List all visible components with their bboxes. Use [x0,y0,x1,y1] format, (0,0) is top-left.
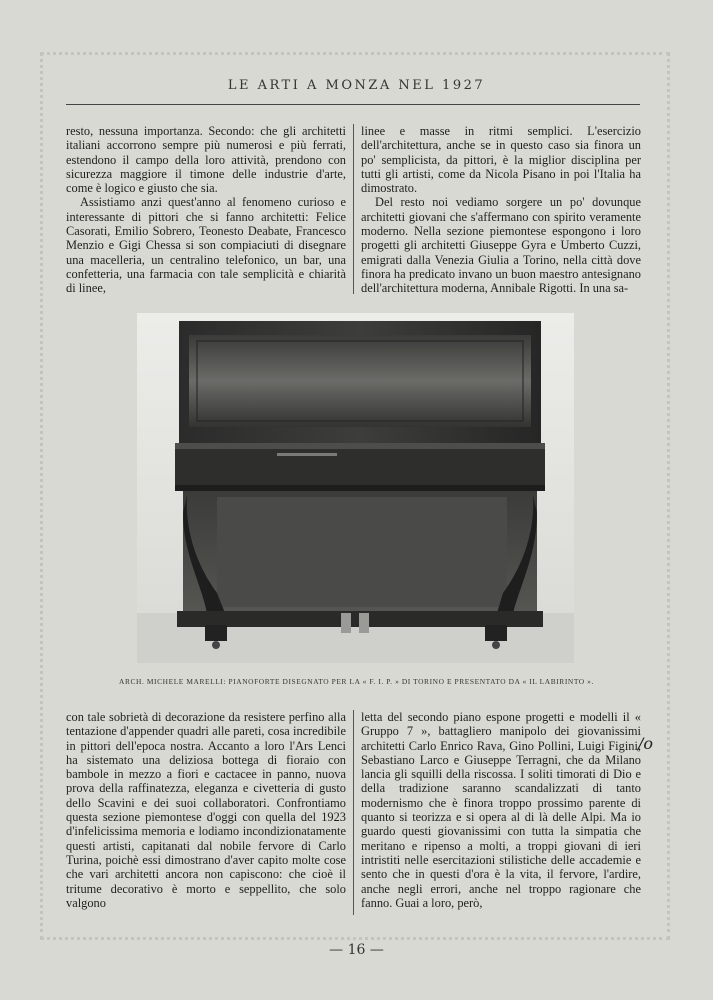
paragraph: letta del secondo piano espone progetti e modelli il « Gruppo 7 », battagliero manipolo dei giovanissimi architetti Carlo Enrico Rava, Gino Pollini, Luigi Figini, Sebastiano Larco e Giuseppe Terragni, che da Milano lancia gli squilli della riscossa. I soliti timorati di Dio e della tradizione saranno scandalizzati di tanto modernismo che è finora troppo prossimo parente di quanto si teorizza e si opera al di là delle Alpi. Ma io guardo questi giovanissimi con tutta la simpatia che meritano e ripenso a molti, a troppi giovani di ieri intristiti nelle esercitazioni stilistiche delle accademie e sento che in questi d'ora è la vita, il fervore, l'ardire, anche negli errori, anche nel troppo ragionare che fanno. Guai a loro, però, [361,710,641,910]
column-top-right [361,124,641,296]
piano-photo [137,313,574,663]
header-rule [66,104,640,105]
paragraph: linee e masse in ritmi semplici. L'esercizio dell'architettura, anche se in questo caso sia finora un po' semplicista, da pittori, è la miglior disciplina per tutti gli artisti, come da Nicola Pisano in poi l'Italia ha dimostrato. [361,124,641,196]
paragraph: resto, nessuna importanza. Secondo: che gli architetti italiani accorrono sempre più numerosi e più ferrati, estendono il campo della loro attività, prendono con sicurezza maggiore il timone delle industrie d'arte, come è logico e giusto che sia. [66,124,346,196]
figure-caption: ARCH. MICHELE MARELLI: PIANOFORTE DISEGNATO PER LA « F. I. P. » DI TORINO E PRESENTATO DA « IL LABIRINTO ». [119,677,594,686]
column-bottom-right [361,710,641,910]
running-head: LE ARTI A MONZA NEL 1927 [227,78,486,93]
piano-illustration [137,313,574,663]
page-number: — 16 — [329,942,384,958]
column-top-left [66,124,346,296]
paragraph: Del resto noi vediamo sorgere un po' dovunque architetti giovani che s'affermano con spirito veramente moderno. Nella sezione piemontese espongono i loro progetti gli architetti Giuseppe Gyra e Umberto Cuzzi, emigrati dalla Venezia Giulia a Torino, nella città dove finora ha predicato invano un buon maestro antesignano dell'architettura moderna, Annibale Rigotti. In una sa- [361,195,641,296]
handwritten-annotation: /o [638,734,654,753]
column-bottom-left [66,710,346,910]
paragraph: Assistiamo anzi quest'anno al fenomeno curioso e interessante di pittori che si fanno architetti: Felice Casorati, Emilio Sobrero, Teonesto Deabate, Francesco Menzio e Gigi Chessa si son compiaciuti di disegnare una macelleria, un centralino telefonico, un bar, una confetteria, una farmacia con tale semplicità e chiarità di linee, [66,195,346,296]
paragraph: con tale sobrietà di decorazione da resistere perfino alla tentazione d'appender quadri alle pareti, cosa incredibile in pittori dell'epoca nostra. Accanto a loro l'Ars Lenci ha sistemato una deliziosa bottega di fioraio con bambole in mezzo a fiori e cactacee in panno, nuova prova della raffinatezza, eleganza e civetteria di gusto dello Scavini e dei suoi collaboratori. Confrontiamo questa sezione piemontese d'oggi con quella del 1923 d'infelicissima memoria e lodiamo incondizionatamente questi artisti, capitanati dal nobile fervore di Carlo Turina, poichè essi dimostrano d'aver capito molte cose che vari architetti ancora non capiscono: che cioè il tritume decorativo è morto e seppellito, che solo valgono [66,710,346,910]
column-divider [353,124,354,294]
column-divider [353,710,354,915]
